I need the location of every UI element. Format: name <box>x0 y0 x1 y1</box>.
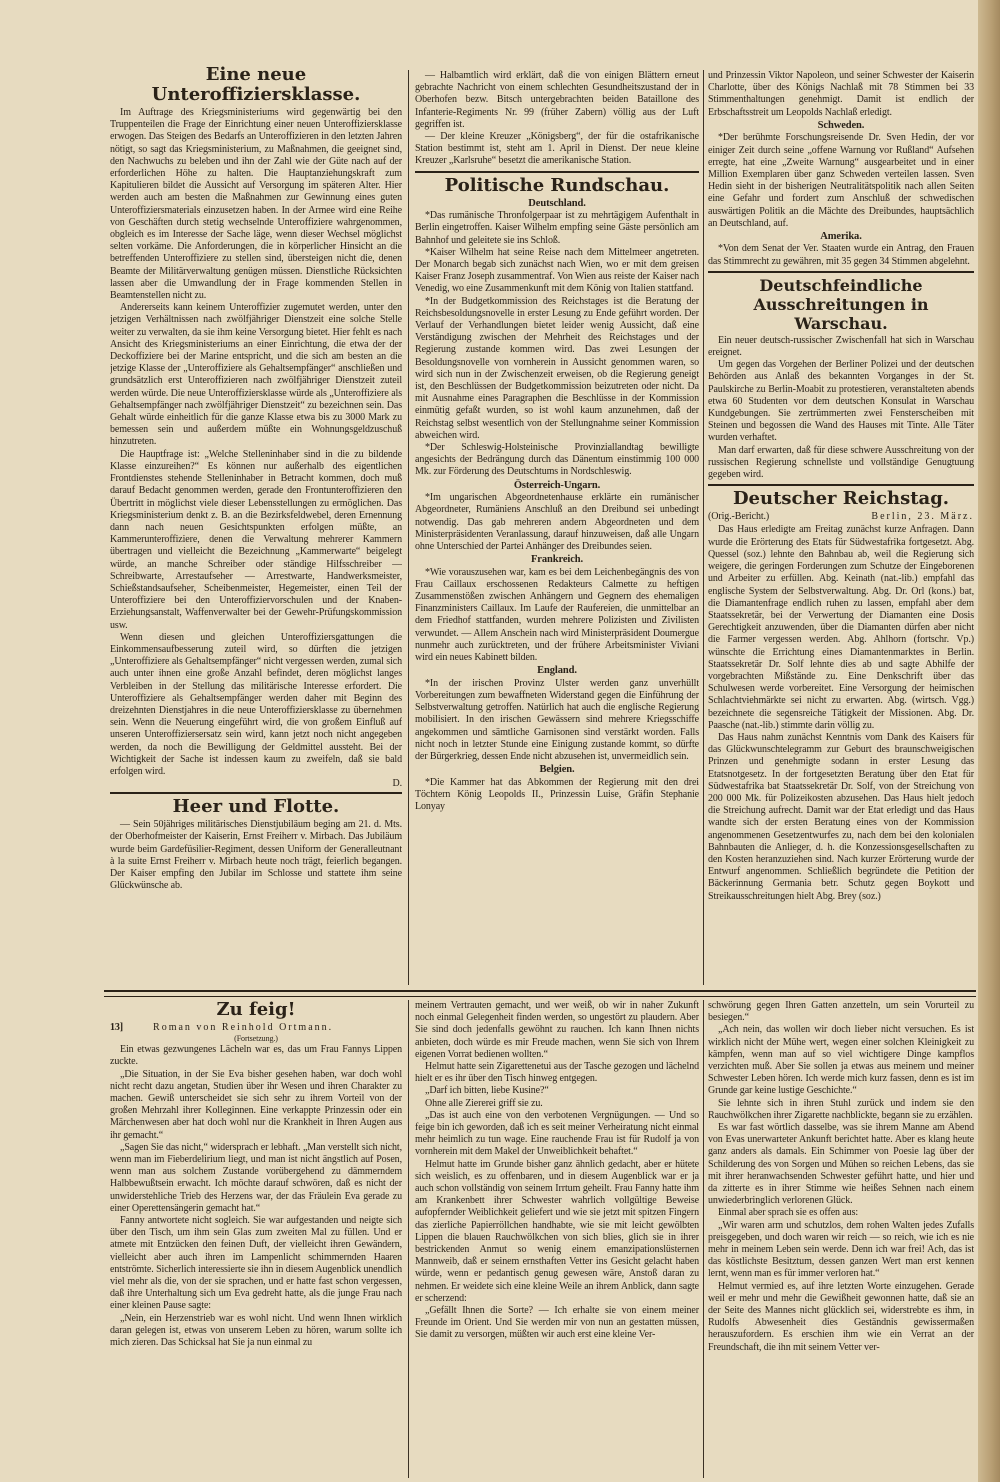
paragraph: „Die Situation, in der Sie Eva bisher gesehen haben, war doch wohl nicht recht dazu angetan, Studien über ihr Wesen und ihren Charakter zu machen. Gewiß unterscheidet sie sich sehr zu ihrem Vorteil von der großen Mehrzahl ihrer Kolleginnen. Eine verkappte Prinzessin oder ein Märchenwesen aber hat doch wohl nur die Krankheit in Ihren Augen aus ihr gemacht.“ <box>110 1068 402 1141</box>
column-divider <box>703 70 704 985</box>
paragraph: Helmut hatte sein Zigarettenetui aus der Tasche gezogen und lächelnd hielt er es ihr über den Tisch hinweg entgegen. <box>415 1061 699 1085</box>
feuilleton-separator <box>104 990 976 997</box>
section-headline-politische-rundschau: Politische Rundschau. <box>444 174 670 196</box>
novel-column-2 <box>415 1000 699 1478</box>
paragraph: Ein etwas gezwungenes Lächeln war es, das um Frau Fannys Lippen zuckte. <box>110 1044 402 1068</box>
subhead-oesterreich-ungarn: Österreich-Ungarn. <box>513 479 601 491</box>
paragraph: Sie lehnte sich in ihren Stuhl zurück und indem sie den Rauchwölkchen ihrer Zigarette nachblickte, begann sie zu erzählen. <box>708 1097 974 1121</box>
article-unteroffiziersklasse <box>110 65 402 789</box>
paragraph: Ohne alle Ziererei griff sie zu. <box>425 1097 543 1109</box>
paragraph: *Der berühmte Forschungsreisende Dr. Sven Hedin, der vor einiger Zeit durch seine „offene Warnung vor Rußland“ Aufsehen erregte, hat eine „Zweite Warnung“ ausgearbeitet und in einer Million Exemplaren über ganz Schweden verteilen lassen. Sven Hedin sieht in der bisherigen Neutralitätspolitik nach allen Seiten eine Gefahr und fordert zum Anschluß der schwedischen auswärtigen Politik an die Mächte des Dreibundes, hauptsächlich an Deutschland, auf. <box>708 132 974 229</box>
paragraph: „Darf ich bitten, liebe Kusine?“ <box>425 1085 549 1097</box>
paragraph: Einmal aber sprach sie es offen aus: <box>718 1207 859 1219</box>
subhead-england: England. <box>537 665 577 677</box>
column-divider <box>408 70 409 985</box>
divider <box>415 171 699 173</box>
headline: Heer und Flotte. <box>172 796 340 818</box>
divider <box>110 792 402 794</box>
paragraph: Im Auftrage des Kriegsministeriums wird gegenwärtig bei den Truppenteilen die Frage der Einrichtung einer neuen Unteroffiziersklasse erwogen. Das Steigen des Bedarfs an Unteroffizieren in den letzten Jahren nötigt, so sagt das Kriegsministerium, zu Maßnahmen, die geeignet sind, den Nachwuchs zu beleben und ihn der Zahl wie der Güte nach auf der erforderlichen Höhe zu halten. Die Hauptanziehungskraft zum Kapitulieren bildet die Aussicht auf Versorgung im späteren Alter. Hier werden auch am besten die Maßnahmen zur Gewinnung eines guten Unteroffiziersmaterials einzusetzen haben. In der Armee wird eine Reihe von Geschäften durch stetig wechselnde Unteroffiziere wahrgenommen, obgleich es im Interesse der Sache läge, wenn dieser Wechsel möglichst selten vorkäme. Die Anforderungen, die in körperlicher Hinsicht an die betreffenden Unteroffiziere zu stellen sind, übersteigen nicht die, denen Beamte der Militärverwaltung genügen müssen. Dienstliche Rücksichten lassen aber die Umwandlung der in Frage kommenden Stellen in Beamtenstellen nicht zu. <box>110 107 402 302</box>
paragraph: „Sagen Sie das nicht,“ widersprach er lebhaft. „Man verstellt sich nicht, wenn man im Fieberdelirium liegt, und man ist nicht ängstlich auf Posen, wenn man aus solchem Zustande vorübergehend zu dämmerndem Halbbewußtsein erwacht. Ich möchte darauf schwören, daß es nicht der unwiderstehliche Trieb des Herzens war, der das Fräulein Eva gerade zu einer Operettensängerin gemacht hat.“ <box>110 1141 402 1214</box>
continuation-note: (Fortsetzung.) <box>234 1034 278 1044</box>
paragraph: *Im ungarischen Abgeordnetenhause erklärte ein rumänischer Abgeordneter, Rumäniens Anschluß an den Dreibund sei unbedingt notwendig. Das gab mehreren andern Abgeordneten und dem Ministerpräsidenten Veranlassung, darauf hinzuweisen, daß alle Ungarn ohne Unterschied der Partei Anhänger des Dreibundes seien. <box>415 492 699 552</box>
headline-warschau: Deutschfeindliche Ausschreitungen in Warschau. <box>753 275 929 333</box>
paragraph: Andererseits kann keinem Unteroffizier zugemutet werden, unter den jetzigen Verhältnissen nach zwölfjähriger Dienstzeit eine solche Stelle weiter zu verwalten, da sie ihm keine Versorgung bietet. Hier fehlt es nach Ansicht des Kriegsministeriums an einer Einrichtung, die etwa der der Deckoffiziere bei der Marine entspricht, und die sich am besten an die jetzige Klasse der „Unteroffiziere als Gehaltsempfänger“ anschließen und grundsätzlich erst Unteroffizieren nach zwölfjähriger Dienstzeit zuteil werden würde. Die neue Unteroffiziersklasse würde als „Unteroffiziere als Gehaltsempfänger nach zwölfjähriger Dienstzeit“ zu bezeichnen sein. Das Gehalt würde einheitlich für die ganze Klasse etwa bis zu 3000 Mark zu bemessen sein und außerdem müßte ein Wohnungsgeldzuschuß hinzutreten. <box>110 302 402 448</box>
paragraph: *Die Kammer hat das Abkommen der Regierung mit den drei Töchtern König Leopolds II., Prinzessin Luise, Gräfin Stephanie Lonyay <box>415 776 699 813</box>
paragraph: Helmut vermied es, auf ihre letzten Worte einzugehen. Gerade weil er mehr und mehr die Gewißheit gewonnen hatte, daß sie an der Seite des Mannes nicht glücklich sei, widerstrebte es ihm, in Rudolfs Abwesenheit dies Geständnis gewissermaßen herauszufordern. Es erschien ihm wie ein Verrat an der Freundschaft, die ihn mit seinem Vetter ver- <box>708 1280 974 1353</box>
paragraph: *In der Budgetkommission des Reichstages ist die Beratung der Reichsbesoldungsnovelle in erster Lesung zu Ende geführt worden. Der Verlauf der Verhandlungen bietet leider wenig Aussicht, daß eine Verständigung zwischen der Mehrheit des Reichstages und der Regierung zustande kommen wird. Das zwei Lesungen der Besoldungsnovelle von vornherein in Aussicht genommen waren, so wird sich nun in der Zwischenzeit erweisen, ob die Regierung geneigt ist, den Beschlüssen der Budgetkommission beizutreten oder nicht. Da mit Ausnahme eines Paragraphen die Beschlüsse in der Kommission einmütig gefaßt wurden, so ist wohl kaum anzunehmen, daß der Reichstag selbst wesentlich von der Stellungnahme seiner Kommission abweichen wird. <box>415 295 699 441</box>
paragraph: Ein neuer deutsch-russischer Zwischenfall hat sich in Warschau ereignet. <box>708 334 974 359</box>
news-note: — Der kleine Kreuzer „Königsberg“, der für die ostafrikanische Station bestimmt ist, steht am 1. April in Dienst. Der neue kleine Kreuzer „Karlsruhe“ besetzt die amerikanische Station. <box>415 131 699 167</box>
paragraph: *Der Schleswig-Holsteinische Provinziallandtag bewilligte angesichts der Bedrängung durch das Dänentum einstimmig 100 000 Mk. zur Förderung des Deutschtums in Nordschleswig. <box>415 441 699 478</box>
report-date: Berlin, 23. März. <box>871 511 974 523</box>
novel-column-1 <box>110 1000 402 1478</box>
paragraph: Wenn diesen und gleichen Unteroffiziersgattungen die Einkommensaufbesserung zuteil wird, so dürften die jetzigen „Unteroffiziere als Gehaltsempfänger“ nicht vergessen werden, zumal sich auch unter ihnen eine große Anzahl befindet, deren möglichst langes Verbleiben in der Stellung das militärische Interesse erfordert. Die Unteroffiziere als Gehaltsempfänger werden daher mit Beginn des dreizehnten Dienstjahres in die neue Unteroffiziersklasse zu übernehmen sein. Wenn die Neuerung eingeführt wird, die von großem Einfluß auf unseren Unteroffiziersersatz sein wird, kann jetzt noch nicht angegeben werden, da noch die Bewilligung der Geldmittel aussteht. Bei der Wichtigkeit der Sache ist indessen kaum zu zweifeln, daß sie bald erfolgen wird. <box>110 631 402 777</box>
paragraph: *Wie vorauszusehen war, kam es bei dem Leichenbegängnis des von Frau Caillaux erschossenen Redakteurs Calmette zu heftigen Zusammenstößen zwischen Anhängern und Gegnern des ehemaligen Finanzministers Caillaux. Im Laufe der Raufereien, die unmittelbar an dem Friedhof stattfanden, wurden mehrere Polizisten und Zivilisten verwundet. — Allem Anschein nach wird Ministerpräsident Doumergue nunmehr auch zurücktreten, und der frühere Arbeitsminister Viviani wird ein neues Kabinett bilden. <box>415 566 699 664</box>
novel-byline <box>110 1022 402 1034</box>
paragraph: *Von dem Senat der Ver. Staaten wurde ein Antrag, den Frauen das Stimmrecht zu gewähren, mit 35 gegen 34 Stimmen abgelehnt. <box>708 243 974 267</box>
paragraph: Fanny antwortete nicht sogleich. Sie war aufgestanden und neigte sich über den Tisch, um ihm sein Glas zum zweiten Mal zu füllen. Und er atmete mit Entzücken den feinen Duft, der vielleicht ihren Gewändern, vielleicht aber auch ihren im Lampenlicht schimmernden Haaren entströmte. Sicherlich interessierte sie ihn in diesem Augenblick unendlich viel mehr als die, von der sie sprachen, und er hatte fast schon vergessen, daß ihre Unterhaltung sich um Eva gedreht hatte, als die junge Frau nach einer kleinen Pause sagte: <box>110 1215 402 1312</box>
paragraph: meinem Vertrauten gemacht, und wer weiß, ob wir in naher Zukunft noch einmal Gelegenheit finden werden, so ungestört zu plaudern. Aber Sie sind doch jedenfalls gewöhnt zu rauchen. Ich kann Ihnen nichts anbieten, doch würde es mir Freude machen, wenn Sie sich von Ihrem eigenen Vorrat bedienen wollten.“ <box>415 1000 699 1060</box>
paragraph: Um gegen das Vorgehen der Berliner Polizei und der deutschen Behörden aus Anlaß des bekannten Vorganges in der St. Paulskirche zu Berlin-Moabit zu protestieren, veranstalteten abends etwa 60 Studenten vor dem deutschen Konsulat in Warschau Kundgebungen. Sie zertrümmerten zwei Fensterscheiben mit Steinen und begossen die Wand des Hauses mit Tinte. Alle Täter wurden verhaftet. <box>708 359 974 444</box>
paragraph: „Wir waren arm und schutzlos, dem rohen Walten jedes Zufalls preisgegeben, und doch waren wir reich — so reich, wie ich es nie mehr in meinem Leben sein werde. Denn ich war frei! Ach, das ist das köstlichste Besitztum, dessen ganzen Wert man erst kennen lernt, wenn man es für immer verloren hat.“ <box>708 1219 974 1280</box>
paragraph: „Gefällt Ihnen die Sorte? — Ich erhalte sie von einem meiner Freunde im Orient. Und Sie werden mir von nun an gestatten müssen, Sie damit zu versorgen, müßten wir auch erst eine kleine Ver- <box>415 1305 699 1341</box>
paragraph: Die Hauptfrage ist: „Welche Stelleninhaber sind in die zu bildende Klasse einzureihen?“ Es können nur außerhalb des eigentlichen Frontdienstes stehende Stelleninhaber in Betracht kommen, doch muß darauf Bedacht genommen werden, gerade den Frontunteroffizieren den Übertritt in möglichst viele dieser Lebensstellungen zu ermöglichen. Das Kriegsministerium denkt z. B. an die Bezirksfeldwebel, deren Ernennung dann nach neuen Gesichtspunkten erfolgen müßte, an Kammerunteroffiziere, denen die Verwaltung mehrerer Kammern übertragen und vielleicht die Bezeichnung „Kammerwarte“ beigelegt würde, an manche Schreiber oder ständige Hilfsschreiber — Schreibwarte, Arrestaufseher — Arrestwarte, Handwerksmeister, Schießstandsaufseher, Scheibenmeister, Hegemeister, einen Teil der Unteroffiziere bei den Unteroffiziervorschulen und der Knaben-Erziehungsanstalt, Waffenverwalter bei der Gewehr-Prüfungskommission usw. <box>110 448 402 631</box>
paragraph: *Das rumänische Thronfolgerpaar ist zu mehrtägigem Aufenthalt in Berlin eingetroffen. Kaiser Wilhelm empfing seine Gäste persönlich am Bahnhof und geleitete sie ins Schloß. <box>415 210 699 246</box>
headline: Eine neue Unteroffiziersklasse. <box>151 64 361 105</box>
subhead-belgien: Belgien. <box>539 764 575 776</box>
novel-author: Roman von Reinhold Ortmann. <box>153 1022 334 1033</box>
paragraph: und Prinzessin Viktor Napoleon, und seiner Schwester der Kaiserin Charlotte, über des Königs Nachlaß mit 78 Stimmen bei 33 Stimmenthaltungen genehmigt. Damit ist endlich der Erbschaftsstreit um Leopolds Nachlaß erledigt. <box>708 70 974 118</box>
page-binding-edge <box>978 0 1000 1482</box>
headline-reichstag: Deutscher Reichstag. <box>732 488 950 510</box>
author-signature: D. <box>392 778 402 790</box>
paragraph: Das Haus nahm zunächst Kenntnis vom Dank des Kaisers für das Glückwunschtelegramm zur Geburt des braunschweigischen Prinzen und genehmigte sodann in erster Lesung das Etatsnotgesetz. In der fortgesetzten Beratung über den Etat für Südwestafrika bat Staatssekretär Dr. Solf, von der Streichung von 200 000 Mk. für Polizeikosten abzusehen. Das Haus hielt jedoch die Streichung aufrecht. Damit war der Etat erledigt und das Haus wandte sich der ersten Beratung eines von der Kommission angenommenen Gesetzentwurfes zu, nach dem bei den kolonialen Bahnbauten die Anlieger, d. h. die Konzessionsgesellschaften zu den Kosten heranzuziehen sind. Nach kurzer Erörterung wurde der Entwurf angenommen. Schließlich begründete die Petition der Bäckerinnung Germania betr. Schutz gegen Boykott und Streikausschreitungen hielt Abg. Brey (soz.) <box>708 731 974 902</box>
column-2-top <box>415 70 699 988</box>
divider <box>708 271 974 273</box>
subhead-frankreich: Frankreich. <box>530 554 584 566</box>
column-divider <box>703 1000 704 1478</box>
paragraph: „Nein, ein Herzenstrieb war es wohl nicht. Und wenn Ihnen wirklich daran gelegen ist, etwas von unserem Leben zu hören, warum sollte ich mich zieren. Das Schicksal hat Sie ja nun einmal zu <box>110 1312 402 1349</box>
novel-title: Zu feig! <box>216 1000 296 1020</box>
paragraph: schwörung gegen Ihren Gatten anzetteln, um sein Vorurteil zu besiegen.“ <box>708 1000 974 1024</box>
article-heer-und-flotte <box>110 797 402 892</box>
novel-column-3 <box>708 1000 974 1478</box>
subhead-schweden: Schweden. <box>817 119 865 131</box>
installment-number: 13] <box>110 1022 124 1033</box>
paragraph: „Das ist auch eine von den verbotenen Vergnügungen. — Und so feige bin ich geworden, daß ich es seit meiner Verheiratung nicht einmal mehr heimlich zu tun wage. Eine rauchende Frau ist für Rudolf ja von vornherein mit dem Makel der Unweiblichkeit behaftet.“ <box>415 1109 699 1158</box>
subhead-amerika: Amerika. <box>820 230 862 242</box>
paragraph: Es war fast wörtlich dasselbe, was sie ihrem Manne am Abend von Evas unerwarteter Ankunft berichtet hatte. Aber es klang heute ganz anders als damals. Ein Schimmer von Poesie lag über der Schilderung des von Sorgen und Mühen so reichen Lebens, das sie mit ihrer heranwachsenden Schwester geführt hatte, und hier und da zitterte es in ihrer Stimme wie heißes Sehnen nach einem unwiederbringlich verlorenen Glück. <box>708 1122 974 1207</box>
paragraph: *Kaiser Wilhelm hat seine Reise nach dem Mittelmeer angetreten. Der Monarch begab sich zunächst nach Wien, wo er mit dem greisen Kaiser Franz Joseph zusammentraf. Von Wien aus reiste der Kaiser nach Venedig, wo eine Zusammenkunft mit dem König von Italien stattfand. <box>415 246 699 295</box>
news-note: — Halbamtlich wird erklärt, daß die von einigen Blättern erneut gebrachte Nachricht von einem schlechten Gesundheitszustand der in Oberhofen bezw. Bitsch untergebrachten beiden Bataillone des Infanterie-Regiments Nr. 99 (früher Zabern) völlig aus der Luft gegriffen ist. <box>415 70 699 130</box>
dateline <box>708 511 974 523</box>
column-3-top <box>708 70 974 988</box>
divider <box>708 484 974 486</box>
paragraph: Man darf erwarten, daß für diese schwere Ausschreitung von der russischen Regierung schnellste und vollständige Genugtuung gegeben wird. <box>708 444 974 481</box>
paragraph: Das Haus erledigte am Freitag zunächst kurze Anfragen. Dann wurde die Erörterung des Etats für Südwestafrika fortgesetzt. Abg. Quessel (soz.) lehnte den Bahnbau ab, weil die Regierung sich weigere, die geringen Forderungen zum Schutze der Eingeborenen und Arbeiter zu erfüllen. Abg. Keinath (nat.-lib.) empfahl das englische System der Selbstverwaltung. Abg. Dr. Orl (kons.) bat, die Diamantenfrage endlich ruhen zu lassen, empfahl aber dem Staatssekretär, bei der Verwertung der Diamanten eine Dosis Gerechtigkeit anzuwenden, über die Diamanten dürfen aber nicht die Farmer vergessen werden. Abg. Ahlhorn (fortschr. Vp.) wünschte die Errichtung eines Diamantenmarktes in Berlin. Staatssekretär Dr. Solf lehnte dies ab und sagte Abhilfe der vorgebrachten Mißstände zu. Eine Denkschrift über das Schulwesen werde vorbereitet. Eine Versorgung der heimischen Schlachtviehmärkte sei nicht zu erwarten. Abg. (wirtsch. Vgg.) bezeichnete die segensreiche Tätigkeit der Missionen. Abg. Dr. Paasche (nat.-lib.) stimmte darin völlig zu. <box>708 524 974 731</box>
column-divider <box>408 1000 409 1478</box>
paragraph: — Sein 50jähriges militärisches Dienstjubiläum beging am 21. d. Mts. der Oberhofmeister der Kaiserin, Ernst Freiherr v. Mirbach. Das Jubiläum wurde beim Gardefüsilier-Regiment, dessen Uniform der Generalleutnant à la suite Ernst Freiherr v. Mirbach heute noch trägt, feierlich begangen. Der Kaiser empfing den Jubilar im Schlosse und stattete ihm seine Glückwünsche ab. <box>110 819 402 892</box>
paragraph: Helmut hatte im Grunde bisher ganz ähnlich gedacht, aber er hütete sich weislich, es zu offenbaren, und in diesem Augenblick war er ja auch schon vollständig von seinem Irrtum geheilt. Frau Fanny hatte ihm am Krankenbett ihrer Schwester wahrlich vollgültige Beweise aufopfernder Weiblichkeit geliefert und wie sie jetzt mit spitzen Fingern das zierliche Papierröllchen handhabte, wie sie mit leicht gewölbten Lippen die blauen Rauchwölkchen von sich blies, glich sie in ihrer bestrickenden Anmut so wenig einem emanzipationslüsternen Mannweib, daß er seinem ernsthaften Vetter ins Gesicht gelacht haben würde, wenn er pedantisch genug gewesen wäre, Anstoß daran zu nehmen. Er weidete sich eine kleine Weile an ihrem Anblick, dann sagte er scherzend: <box>415 1158 699 1304</box>
column-1-top <box>110 64 402 988</box>
subhead-deutschland: Deutschland. <box>528 197 586 209</box>
paragraph: *In der irischen Provinz Ulster werden ganz unverhüllt Vorbereitungen zum bewaffneten Widerstand gegen die Einführung der Selbstverwaltung getroffen. Natürlich hat auch die englische Regierung mobilisiert. In den irischen Gewässern sind mehrere Kriegsschiffe angekommen und sämtliche Garnisonen sind verstärkt worden. Falls nicht noch in letzter Stunde eine Einigung zustande kommt, so dürfte der Bürgerkrieg, dessen Ende nicht abzusehen ist, unvermeidlich sein. <box>415 677 699 762</box>
report-source: (Orig.-Bericht.) <box>708 511 770 523</box>
paragraph: „Ach nein, das wollen wir doch lieber nicht versuchen. Es ist wirklich nicht der Mühe wert, wegen einer solchen Kleinigkeit zu kämpfen, wenn man auf so viel wichtigere Dinge kampflos verzichten muß. Aber Sie sollen ja etwas aus meinem und meiner Schwester Leben hören. Ich werde mich kurz fassen, denn es ist im Grunde gar keine lustige Geschichte.“ <box>708 1024 974 1097</box>
